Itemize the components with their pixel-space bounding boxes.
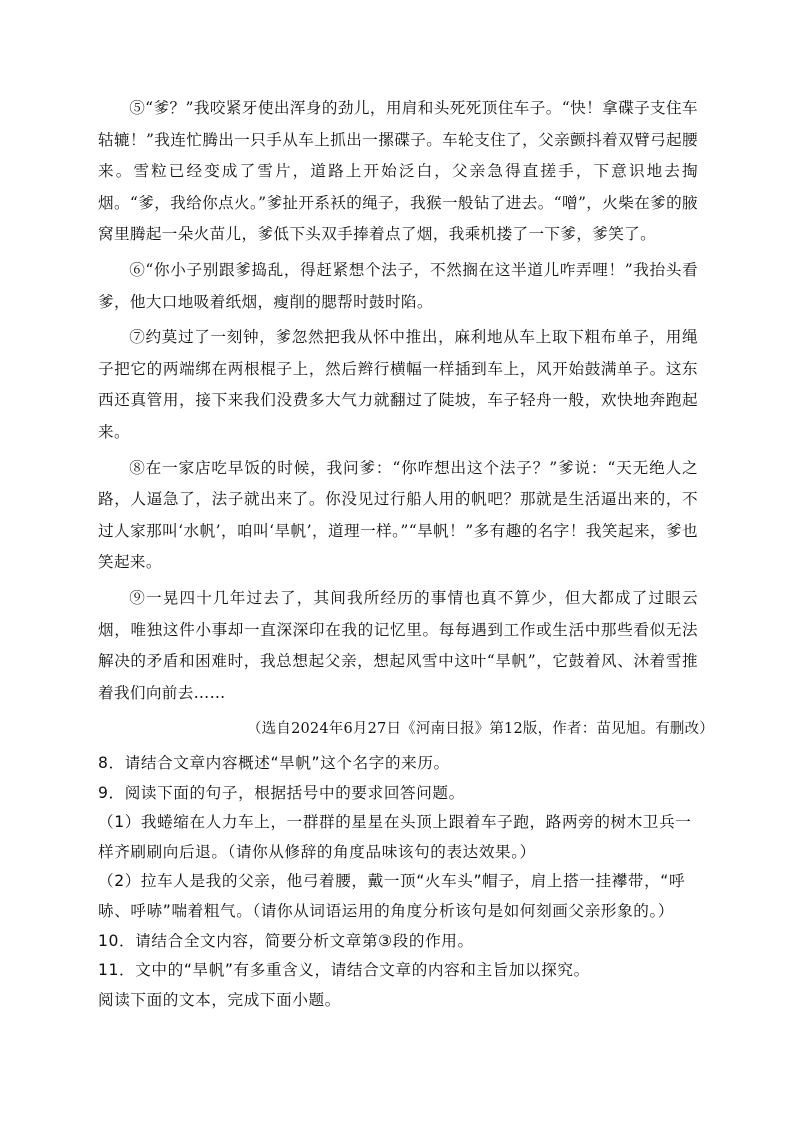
question-9: 9．阅读下面的句子，根据括号中的要求回答问题。 [98,783,465,802]
paragraph-6: ⑥“你小子别跟爹捣乱，得赶紧想个法子，不然搁在这半道儿咋弄哩！”我抬头看爹，他大口地吸着纸烟，瘦削的腮帮时鼓时陷。 [98,260,698,311]
paragraph-9: ⑨一晃四十几年过去了，其间我所经历的事情也真不算少，但大都成了过眼云烟，唯独这件小事却一直深深印在我的记忆里。每每遇到工作或生活中那些看似无法解决的矛盾和困难时，我总想起父亲，想起风雪中这叶“旱帆”，它鼓着风、沐着雪推着我们向前去…… [98,588,698,702]
paragraph-7: ⑦约莫过了一刻钟，爹忽然把我从怀中推出，麻利地从车上取下粗布单子，用绳子把它的两端绑在两根棍子上，然后辫行横幅一样插到车上，风开始鼓满单子。这东西还真管用，接下来我们没费多大气力就翻过了陡坡，车子轻舟一般，欢快地奔跑起来。 [98,328,698,441]
question-9-part-1: （1）我蜷缩在人力车上，一群群的星星在头顶上跟着车子跑，路两旁的树木卫兵一样齐刷刷向后退。（请你从修辞的角度品味该句的表达效果。） [98,813,692,861]
story-excerpt [98,93,698,709]
next-reading-instruction: 阅读下面的文本，完成下面小题。 [98,990,341,1009]
questions-section [98,749,700,1015]
question-9-part-2: （2）拉车人是我的父亲，他弓着腰，戴一顶“火车头”帽子，肩上搭一挂襻带，“呼哧、呼哧”喘着粗气。（请你从词语运用的角度分析该句是如何刻画父亲形象的。） [98,872,686,920]
source-citation: （选自2024年6月27日《河南日报》第12版，作者：苗见旭。有删改） [246,721,714,737]
question-8: 8．请结合文章内容概述“旱帆”这个名字的来历。 [98,754,450,772]
question-11: 11．文中的“旱帆”有多重含义，请结合文章的内容和主旨加以探究。 [98,961,590,980]
question-10: 10．请结合全文内容，简要分析文章第③段的作用。 [98,931,474,950]
paragraph-8: ⑧在一家店吃早饭的时候，我问爹：“你咋想出这个法子？”爹说：“天无绝人之路，人逼急了，法子就出来了。你没见过行船人用的帆吧？那就是生活逼出来的，不过人家那叫‘水帆’，咱叫‘旱帆’，道理一样。”“旱帆！”多有趣的名字！我笑起来，爹也笑起来。 [98,458,698,572]
paragraph-5: ⑤“爹？”我咬紧牙使出浑身的劲儿，用肩和头死死顶住车子。“快！拿碟子支住车轱辘！”我连忙腾出一只手从车上抓出一摞碟子。车轮支住了，父亲颤抖着双臂弓起腰来。雪粒已经变成了雪片，道路上开始泛白，父亲急得直搓手，下意识地去掏烟。“爹，我给你点火。”爹扯开系袄的绳子，我猴一般钻了进去。“噌”，火柴在爹的腋窝里腾起一朵火苗儿，爹低下头双手捧着点了烟，我乘机搂了一下爹，爹笑了。 [98,99,698,244]
